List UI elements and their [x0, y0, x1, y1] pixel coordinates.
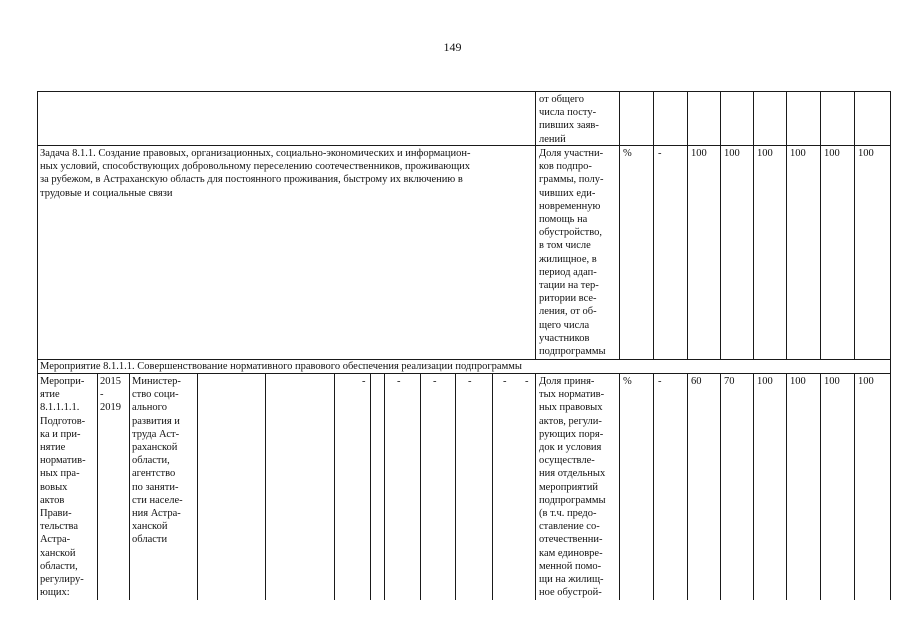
col-divider [197, 373, 198, 600]
task-value: 100 [790, 148, 806, 159]
col-divider [492, 373, 493, 600]
measure-name: Меропри- ятие 8.1.1.1.1. Подготов- ка и при- нятие норматив- ных пра- вовых актов Прави- тельства Астра- ханской области, регулиру- ющих: [40, 376, 86, 599]
col-divider [370, 373, 371, 600]
col-divider [384, 373, 385, 600]
measure-period: 2015 - 2019 [100, 376, 121, 414]
col-divider [535, 373, 536, 600]
table-border-left [37, 91, 38, 600]
measure-header: Мероприятие 8.1.1.1. Совершенствование нормативного правового обеспечения реализации подпрограммы [40, 361, 522, 372]
col-divider [129, 373, 130, 600]
measure-dash: - [397, 376, 401, 387]
page-number: 149 [443, 40, 462, 54]
task-value: 100 [691, 148, 707, 159]
table-border-right [890, 91, 891, 600]
measure-value: 100 [858, 376, 874, 387]
task-value: 100 [858, 148, 874, 159]
measure-dash: - [433, 376, 437, 387]
col-divider [786, 373, 787, 600]
col-divider [619, 91, 620, 359]
measure-dash: - [468, 376, 472, 387]
col-divider [455, 373, 456, 600]
col-divider [653, 91, 654, 359]
col-divider [720, 91, 721, 359]
task-value: 100 [824, 148, 840, 159]
measure-value: 100 [757, 376, 773, 387]
col-divider [687, 91, 688, 359]
col-divider [265, 373, 266, 600]
task-base-value: - [658, 148, 662, 159]
measure-value: 60 [691, 376, 702, 387]
indicator-cell-top: от общего числа посту- пивших заяв- лений [539, 94, 599, 145]
col-divider [97, 373, 98, 600]
measure-value: 100 [790, 376, 806, 387]
col-divider [334, 373, 335, 600]
task-value: 100 [757, 148, 773, 159]
measure-executor: Министер- ство соци- ального развития и труда Аст- раханской области, агентство по заняти- сти населе- ния Астра- ханской области [132, 376, 183, 546]
measure-value: 100 [824, 376, 840, 387]
task-value: 100 [724, 148, 740, 159]
task-text: Задача 8.1.1. Создание правовых, организационных, социально-экономических и информацион- ных условий, способствующих добровольному переселению соотечественников, проживающих за рубежом, в Астраханскую область для постоянного проживания, быстрому их включению в трудовые и социальные связи [40, 148, 471, 199]
col-divider [820, 373, 821, 600]
table-border-top [37, 91, 890, 92]
col-divider [687, 373, 688, 600]
measure-base-value: - [658, 376, 662, 387]
col-divider [420, 373, 421, 600]
measure-indicator: Доля приня- тых норматив- ных правовых актов, регули- рующих поря- док и условия осуществле- ния отдельных мероприятий подпрограммы (в т.ч. предо- ставление со- отечественни- кам единовре- менной помо- щи на жилищ- ное обустрой- [539, 376, 606, 599]
measure-dash: - [525, 376, 529, 387]
col-divider [720, 373, 721, 600]
measure-value: 70 [724, 376, 735, 387]
col-divider [753, 91, 754, 359]
col-divider [854, 373, 855, 600]
task-indicator: Доля участни- ков подпро- граммы, полу- чивших еди- новременную помощь на обустройство, в том числе жилищное, в период адап- тации на тер- ритории все- ления, от об- щего числа участников подпрограммы [539, 148, 606, 358]
measure-dash: - [503, 376, 507, 387]
row-divider [37, 145, 890, 146]
col-divider [535, 91, 536, 359]
measure-unit: % [623, 376, 632, 387]
col-divider [619, 373, 620, 600]
col-divider [854, 91, 855, 359]
task-unit: % [623, 148, 632, 159]
col-divider [820, 91, 821, 359]
measure-dash: - [362, 376, 366, 387]
col-divider [786, 91, 787, 359]
col-divider [653, 373, 654, 600]
col-divider [753, 373, 754, 600]
